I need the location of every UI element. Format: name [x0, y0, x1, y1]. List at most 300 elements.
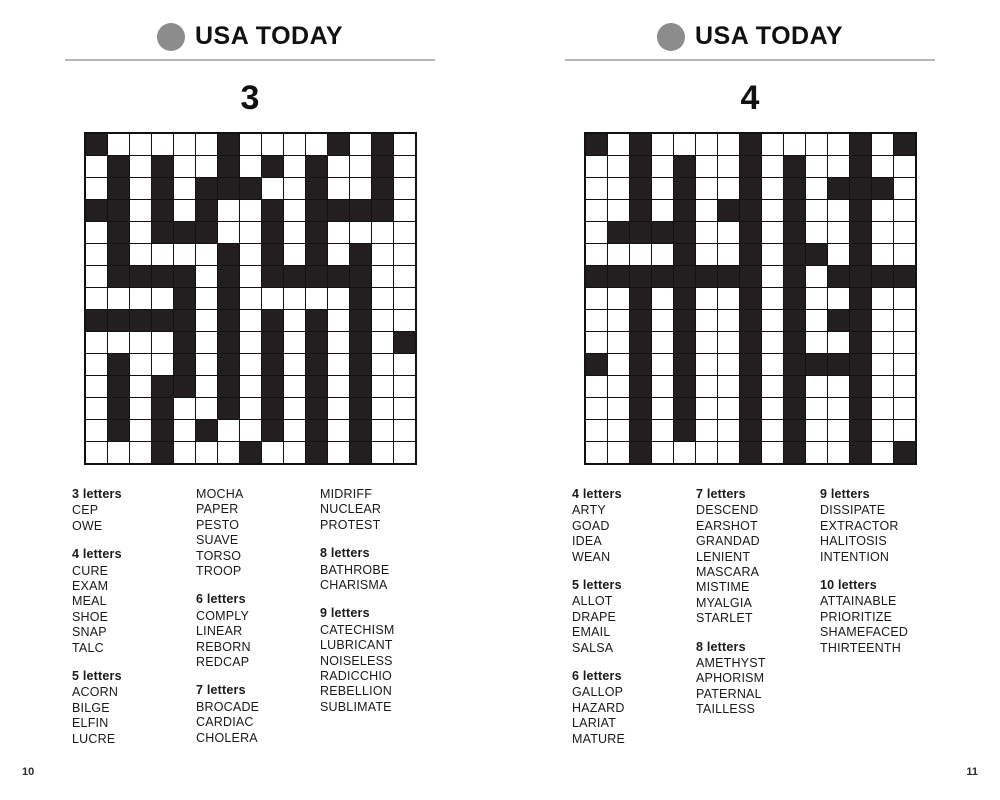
grid-cell-open[interactable] — [894, 222, 915, 243]
grid-cell-open[interactable] — [86, 244, 107, 265]
grid-cell-open[interactable] — [372, 442, 393, 463]
grid-cell-open[interactable] — [828, 156, 849, 177]
grid-cell-open[interactable] — [130, 354, 151, 375]
grid-cell-open[interactable] — [872, 442, 893, 463]
grid-cell-open[interactable] — [394, 222, 415, 243]
grid-cell-open[interactable] — [696, 134, 717, 155]
grid-cell-block — [152, 200, 173, 221]
grid-cell-open[interactable] — [872, 222, 893, 243]
grid-cell-open[interactable] — [130, 178, 151, 199]
grid-cell-open[interactable] — [806, 156, 827, 177]
grid-cell-open[interactable] — [696, 288, 717, 309]
grid-cell-open[interactable] — [240, 398, 261, 419]
grid-cell-open[interactable] — [152, 244, 173, 265]
grid-cell-open[interactable] — [394, 310, 415, 331]
grid-cell-block — [262, 398, 283, 419]
grid-cell-open[interactable] — [284, 156, 305, 177]
grid-cell-open[interactable] — [372, 354, 393, 375]
grid-cell-open[interactable] — [894, 332, 915, 353]
grid-cell-open[interactable] — [586, 178, 607, 199]
grid-cell-open[interactable] — [872, 288, 893, 309]
grid-cell-open[interactable] — [762, 376, 783, 397]
grid-cell-open[interactable] — [828, 134, 849, 155]
grid-cell-open[interactable] — [196, 398, 217, 419]
grid-cell-open[interactable] — [196, 442, 217, 463]
grid-cell-open[interactable] — [86, 222, 107, 243]
grid-cell-open[interactable] — [696, 178, 717, 199]
grid-cell-open[interactable] — [894, 310, 915, 331]
grid-cell-open[interactable] — [872, 420, 893, 441]
grid-cell-open[interactable] — [586, 244, 607, 265]
grid-cell-open[interactable] — [196, 156, 217, 177]
grid-cell-block — [152, 156, 173, 177]
grid-cell-open[interactable] — [652, 376, 673, 397]
grid-cell-open[interactable] — [86, 266, 107, 287]
grid-cell-open[interactable] — [350, 156, 371, 177]
grid-cell-open[interactable] — [284, 354, 305, 375]
grid-cell-open[interactable] — [652, 310, 673, 331]
grid-cell-open[interactable] — [762, 244, 783, 265]
grid-cell-block — [306, 420, 327, 441]
grid-cell-open[interactable] — [718, 354, 739, 375]
grid-cell-open[interactable] — [130, 332, 151, 353]
grid-cell-open[interactable] — [394, 134, 415, 155]
grid-cell-block — [850, 398, 871, 419]
grid-cell-open[interactable] — [262, 134, 283, 155]
grid-cell-open[interactable] — [240, 376, 261, 397]
grid-cell-open[interactable] — [872, 398, 893, 419]
grid-cell-open[interactable] — [372, 310, 393, 331]
grid-cell-open[interactable] — [328, 288, 349, 309]
grid-cell-open[interactable] — [608, 398, 629, 419]
grid-cell-open[interactable] — [284, 332, 305, 353]
grid-cell-open[interactable] — [718, 398, 739, 419]
word-entry: SHAMEFACED — [820, 625, 909, 640]
grid-cell-block — [630, 310, 651, 331]
grid-cell-open[interactable] — [306, 288, 327, 309]
grid-cell-block — [350, 244, 371, 265]
grid-cell-open[interactable] — [218, 420, 239, 441]
grid-cell-open[interactable] — [696, 244, 717, 265]
word-entry: APHORISM — [696, 671, 765, 686]
grid-cell-open[interactable] — [284, 376, 305, 397]
grid-cell-open[interactable] — [652, 178, 673, 199]
grid-cell-open[interactable] — [394, 288, 415, 309]
grid-cell-open[interactable] — [130, 156, 151, 177]
grid-cell-open[interactable] — [240, 354, 261, 375]
grid-cell-open[interactable] — [284, 134, 305, 155]
grid-cell-open[interactable] — [130, 134, 151, 155]
grid-cell-open[interactable] — [174, 134, 195, 155]
grid-cell-open[interactable] — [608, 310, 629, 331]
grid-cell-open[interactable] — [328, 442, 349, 463]
grid-cell-open[interactable] — [284, 222, 305, 243]
grid-cell-block — [740, 354, 761, 375]
grid-cell-open[interactable] — [696, 200, 717, 221]
grid-cell-open[interactable] — [394, 398, 415, 419]
grid-cell-open[interactable] — [762, 354, 783, 375]
grid-cell-open[interactable] — [806, 266, 827, 287]
word-entry: CARDIAC — [196, 715, 254, 730]
grid-cell-open[interactable] — [394, 156, 415, 177]
grid-cell-open[interactable] — [762, 134, 783, 155]
grid-cell-open[interactable] — [828, 376, 849, 397]
word-group-heading: 4 letters — [72, 547, 122, 562]
grid-cell-open[interactable] — [152, 134, 173, 155]
grid-cell-open[interactable] — [328, 222, 349, 243]
grid-cell-open[interactable] — [328, 398, 349, 419]
grid-cell-open[interactable] — [306, 134, 327, 155]
grid-cell-open[interactable] — [872, 134, 893, 155]
grid-cell-open[interactable] — [718, 178, 739, 199]
grid-cell-open[interactable] — [828, 332, 849, 353]
grid-cell-open[interactable] — [130, 222, 151, 243]
grid-cell-open[interactable] — [196, 288, 217, 309]
grid-cell-open[interactable] — [328, 420, 349, 441]
grid-cell-open[interactable] — [218, 200, 239, 221]
grid-cell-open[interactable] — [806, 134, 827, 155]
grid-cell-open[interactable] — [718, 288, 739, 309]
grid-cell-open[interactable] — [784, 134, 805, 155]
grid-cell-open[interactable] — [284, 442, 305, 463]
grid-cell-open[interactable] — [762, 332, 783, 353]
grid-cell-open[interactable] — [872, 332, 893, 353]
grid-cell-open[interactable] — [806, 398, 827, 419]
grid-cell-open[interactable] — [394, 178, 415, 199]
grid-cell-open[interactable] — [894, 376, 915, 397]
grid-cell-open[interactable] — [372, 222, 393, 243]
grid-cell-open[interactable] — [696, 156, 717, 177]
grid-cell-open[interactable] — [894, 420, 915, 441]
grid-cell-open[interactable] — [806, 376, 827, 397]
grid-cell-block — [108, 420, 129, 441]
grid-cell-open[interactable] — [328, 376, 349, 397]
grid-cell-open[interactable] — [240, 266, 261, 287]
grid-cell-open[interactable] — [196, 310, 217, 331]
grid-cell-open[interactable] — [130, 420, 151, 441]
grid-cell-block — [850, 376, 871, 397]
grid-cell-open[interactable] — [240, 310, 261, 331]
grid-cell-open[interactable] — [108, 288, 129, 309]
grid-cell-open[interactable] — [696, 442, 717, 463]
grid-cell-open[interactable] — [652, 156, 673, 177]
grid-cell-block — [586, 266, 607, 287]
grid-cell-open[interactable] — [130, 398, 151, 419]
grid-cell-open[interactable] — [586, 332, 607, 353]
grid-cell-open[interactable] — [718, 244, 739, 265]
grid-cell-block — [696, 266, 717, 287]
grid-cell-open[interactable] — [240, 244, 261, 265]
grid-cell-open[interactable] — [718, 156, 739, 177]
grid-cell-open[interactable] — [240, 420, 261, 441]
grid-cell-open[interactable] — [608, 420, 629, 441]
grid-cell-open[interactable] — [130, 244, 151, 265]
grid-cell-open[interactable] — [608, 442, 629, 463]
grid-cell-open[interactable] — [652, 420, 673, 441]
grid-cell-open[interactable] — [696, 420, 717, 441]
grid-cell-open[interactable] — [174, 156, 195, 177]
grid-cell-open[interactable] — [608, 156, 629, 177]
grid-cell-open[interactable] — [372, 266, 393, 287]
word-entry: COMPLY — [196, 608, 250, 623]
grid-cell-open[interactable] — [586, 200, 607, 221]
grid-cell-open[interactable] — [240, 332, 261, 353]
grid-cell-open[interactable] — [828, 244, 849, 265]
grid-cell-open[interactable] — [828, 200, 849, 221]
grid-cell-open[interactable] — [240, 156, 261, 177]
word-entry: WEAN — [572, 549, 611, 564]
grid-cell-open[interactable] — [696, 376, 717, 397]
grid-cell-open[interactable] — [196, 134, 217, 155]
grid-cell-open[interactable] — [586, 156, 607, 177]
grid-cell-open[interactable] — [152, 288, 173, 309]
grid-cell-open[interactable] — [806, 178, 827, 199]
grid-cell-open[interactable] — [174, 442, 195, 463]
grid-cell-open[interactable] — [894, 354, 915, 375]
grid-cell-open[interactable] — [130, 442, 151, 463]
grid-cell-open[interactable] — [806, 222, 827, 243]
grid-cell-open[interactable] — [174, 200, 195, 221]
grid-cell-open[interactable] — [762, 200, 783, 221]
grid-cell-open[interactable] — [894, 288, 915, 309]
grid-cell-open[interactable] — [828, 222, 849, 243]
grid-cell-open[interactable] — [828, 442, 849, 463]
grid-cell-open[interactable] — [696, 310, 717, 331]
grid-cell-open[interactable] — [762, 266, 783, 287]
grid-cell-open[interactable] — [652, 442, 673, 463]
grid-cell-open[interactable] — [586, 222, 607, 243]
grid-cell-open[interactable] — [350, 222, 371, 243]
grid-cell-block — [218, 376, 239, 397]
grid-cell-open[interactable] — [894, 156, 915, 177]
grid-cell-block — [674, 178, 695, 199]
grid-cell-open[interactable] — [674, 442, 695, 463]
grid-cell-open[interactable] — [586, 310, 607, 331]
grid-cell-open[interactable] — [762, 222, 783, 243]
grid-cell-open[interactable] — [872, 310, 893, 331]
grid-cell-open[interactable] — [718, 420, 739, 441]
word-entry: ARTY — [572, 503, 606, 518]
grid-cell-block — [894, 266, 915, 287]
grid-cell-block — [372, 156, 393, 177]
grid-cell-open[interactable] — [718, 222, 739, 243]
grid-cell-open[interactable] — [284, 420, 305, 441]
grid-cell-open[interactable] — [872, 200, 893, 221]
grid-cell-open[interactable] — [196, 244, 217, 265]
grid-cell-open[interactable] — [152, 332, 173, 353]
grid-cell-open[interactable] — [394, 420, 415, 441]
puzzle-grid[interactable] — [84, 132, 417, 465]
grid-cell-open[interactable] — [174, 398, 195, 419]
grid-cell-open[interactable] — [828, 420, 849, 441]
grid-cell-open[interactable] — [328, 310, 349, 331]
grid-cell-open[interactable] — [762, 156, 783, 177]
grid-cell-open[interactable] — [86, 156, 107, 177]
grid-cell-block — [850, 222, 871, 243]
grid-cell-open[interactable] — [652, 398, 673, 419]
grid-cell-open[interactable] — [894, 398, 915, 419]
grid-cell-open[interactable] — [894, 200, 915, 221]
grid-cell-open[interactable] — [696, 398, 717, 419]
grid-cell-open[interactable] — [130, 200, 151, 221]
grid-cell-open[interactable] — [86, 332, 107, 353]
grid-cell-open[interactable] — [86, 178, 107, 199]
grid-cell-open[interactable] — [328, 354, 349, 375]
grid-cell-open[interactable] — [284, 398, 305, 419]
word-entry: PRIORITIZE — [820, 609, 893, 624]
grid-cell-open[interactable] — [696, 332, 717, 353]
grid-cell-open[interactable] — [284, 244, 305, 265]
grid-cell-open[interactable] — [284, 178, 305, 199]
grid-cell-open[interactable] — [394, 354, 415, 375]
grid-cell-open[interactable] — [806, 200, 827, 221]
grid-cell-open[interactable] — [762, 420, 783, 441]
grid-cell-open[interactable] — [262, 442, 283, 463]
grid-cell-open[interactable] — [652, 244, 673, 265]
grid-cell-open[interactable] — [240, 200, 261, 221]
grid-cell-open[interactable] — [828, 288, 849, 309]
grid-cell-open[interactable] — [240, 134, 261, 155]
grid-cell-open[interactable] — [284, 288, 305, 309]
grid-cell-open[interactable] — [328, 178, 349, 199]
grid-cell-block — [218, 310, 239, 331]
grid-cell-open[interactable] — [196, 354, 217, 375]
word-list-column — [72, 487, 196, 747]
grid-cell-open[interactable] — [240, 222, 261, 243]
grid-cell-open[interactable] — [328, 244, 349, 265]
grid-cell-open[interactable] — [372, 332, 393, 353]
grid-cell-open[interactable] — [262, 288, 283, 309]
grid-cell-block — [306, 442, 327, 463]
grid-cell-open[interactable] — [894, 178, 915, 199]
grid-cell-open[interactable] — [718, 134, 739, 155]
grid-cell-open[interactable] — [652, 332, 673, 353]
grid-cell-open[interactable] — [86, 420, 107, 441]
grid-cell-open[interactable] — [894, 244, 915, 265]
grid-cell-open[interactable] — [586, 288, 607, 309]
grid-cell-open[interactable] — [586, 398, 607, 419]
grid-cell-open[interactable] — [762, 442, 783, 463]
grid-cell-open[interactable] — [872, 244, 893, 265]
grid-cell-open[interactable] — [394, 266, 415, 287]
grid-cell-open[interactable] — [828, 398, 849, 419]
grid-cell-open[interactable] — [608, 244, 629, 265]
word-group-heading: 8 letters — [696, 639, 746, 654]
grid-cell-open[interactable] — [372, 244, 393, 265]
grid-cell-open[interactable] — [608, 376, 629, 397]
grid-cell-open[interactable] — [86, 398, 107, 419]
grid-cell-open[interactable] — [328, 156, 349, 177]
grid-cell-open[interactable] — [284, 310, 305, 331]
grid-cell-open[interactable] — [718, 332, 739, 353]
grid-cell-open[interactable] — [86, 288, 107, 309]
grid-cell-open[interactable] — [652, 288, 673, 309]
grid-cell-open[interactable] — [196, 266, 217, 287]
grid-cell-open[interactable] — [394, 376, 415, 397]
word-entry: MASCARA — [696, 565, 760, 580]
grid-cell-open[interactable] — [872, 354, 893, 375]
grid-cell-open[interactable] — [86, 442, 107, 463]
grid-cell-open[interactable] — [394, 244, 415, 265]
grid-cell-open[interactable] — [586, 376, 607, 397]
grid-cell-open[interactable] — [806, 310, 827, 331]
grid-cell-open[interactable] — [372, 376, 393, 397]
grid-cell-open[interactable] — [196, 332, 217, 353]
grid-cell-open[interactable] — [174, 244, 195, 265]
grid-cell-open[interactable] — [108, 332, 129, 353]
grid-cell-open[interactable] — [350, 134, 371, 155]
grid-cell-open[interactable] — [806, 288, 827, 309]
grid-cell-open[interactable] — [608, 332, 629, 353]
grid-cell-open[interactable] — [806, 442, 827, 463]
grid-cell-open[interactable] — [696, 354, 717, 375]
grid-cell-open[interactable] — [674, 134, 695, 155]
grid-cell-open[interactable] — [652, 134, 673, 155]
grid-cell-open[interactable] — [872, 376, 893, 397]
grid-cell-open[interactable] — [262, 178, 283, 199]
grid-cell-block — [240, 178, 261, 199]
grid-cell-open[interactable] — [174, 420, 195, 441]
grid-cell-open[interactable] — [218, 442, 239, 463]
grid-cell-open[interactable] — [762, 398, 783, 419]
grid-cell-open[interactable] — [586, 420, 607, 441]
grid-cell-open[interactable] — [630, 244, 651, 265]
grid-cell-block — [306, 310, 327, 331]
grid-cell-open[interactable] — [86, 376, 107, 397]
grid-cell-open[interactable] — [718, 376, 739, 397]
grid-cell-open[interactable] — [130, 288, 151, 309]
grid-cell-open[interactable] — [608, 288, 629, 309]
grid-cell-open[interactable] — [108, 442, 129, 463]
grid-cell-open[interactable] — [762, 178, 783, 199]
grid-cell-open[interactable] — [394, 200, 415, 221]
grid-cell-open[interactable] — [806, 332, 827, 353]
grid-cell-open[interactable] — [718, 442, 739, 463]
grid-cell-open[interactable] — [328, 332, 349, 353]
grid-cell-open[interactable] — [372, 420, 393, 441]
grid-cell-open[interactable] — [196, 376, 217, 397]
grid-cell-open[interactable] — [372, 288, 393, 309]
grid-cell-open[interactable] — [872, 156, 893, 177]
grid-cell-open[interactable] — [350, 178, 371, 199]
grid-cell-open[interactable] — [372, 398, 393, 419]
grid-cell-open[interactable] — [152, 354, 173, 375]
grid-cell-open[interactable] — [762, 310, 783, 331]
grid-cell-open[interactable] — [108, 134, 129, 155]
grid-cell-open[interactable] — [718, 310, 739, 331]
grid-cell-open[interactable] — [762, 288, 783, 309]
grid-cell-open[interactable] — [130, 376, 151, 397]
grid-cell-open[interactable] — [218, 222, 239, 243]
grid-cell-open[interactable] — [586, 442, 607, 463]
grid-cell-open[interactable] — [240, 288, 261, 309]
grid-cell-open[interactable] — [696, 222, 717, 243]
grid-cell-open[interactable] — [608, 134, 629, 155]
grid-cell-open[interactable] — [608, 178, 629, 199]
word-entry: PAPER — [196, 502, 239, 517]
grid-cell-open[interactable] — [806, 420, 827, 441]
grid-cell-open[interactable] — [284, 200, 305, 221]
puzzle-grid[interactable] — [584, 132, 917, 465]
grid-cell-open[interactable] — [608, 354, 629, 375]
grid-cell-open[interactable] — [608, 200, 629, 221]
grid-cell-open[interactable] — [174, 178, 195, 199]
grid-cell-open[interactable] — [652, 354, 673, 375]
grid-cell-open[interactable] — [394, 442, 415, 463]
grid-cell-open[interactable] — [652, 200, 673, 221]
grid-cell-open[interactable] — [86, 354, 107, 375]
grid-cell-block — [784, 244, 805, 265]
